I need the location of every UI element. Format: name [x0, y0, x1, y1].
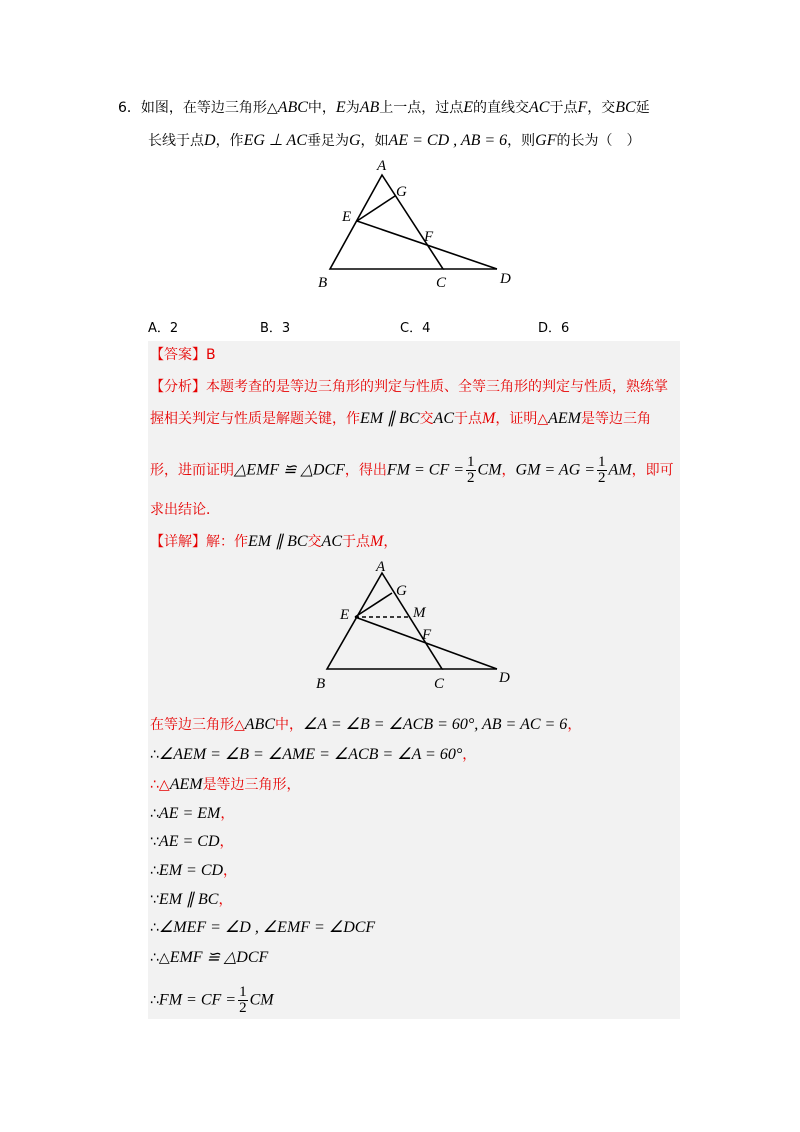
solution-step: ∴EM = CD， — [150, 862, 238, 879]
solution-step: ∴AE = EM， — [150, 805, 235, 822]
question-text-segment: ，则 — [507, 133, 536, 149]
solution-step: ∵EM ∥ BC， — [150, 891, 233, 908]
answer-tag: 【答案】 — [150, 347, 206, 363]
svg-text:G: G — [396, 583, 407, 599]
solution-step: ∴△EMF ≌ △DCF — [150, 949, 269, 966]
label-b: B — [318, 275, 328, 291]
fraction-half: $\frac{1}{2}$ — [467, 454, 475, 486]
question-text-segment: E — [463, 99, 474, 116]
solution-step: 在等边三角形△ABC中，∠A = ∠B = ∠ACB = 60°, AB = AC = 6， — [150, 716, 582, 733]
fraction-half-2: $\frac{1}{2}$ — [598, 454, 606, 486]
analysis-tag: 【分析】 — [150, 379, 206, 395]
question-text-segment: 长线于点 — [148, 133, 204, 149]
question-text-segment: ，作 — [215, 133, 244, 149]
label-a: A — [377, 158, 387, 174]
question-text-segment: BC — [615, 99, 636, 116]
label-e: E — [342, 209, 352, 225]
question-text-segment: AB — [359, 99, 380, 116]
svg-text:D: D — [499, 670, 510, 686]
question-text-segment: E — [335, 99, 346, 116]
solution-step: ∵AE = CD， — [150, 833, 234, 850]
analysis-line-1: 【分析】本题考查的是等边三角形的判定与性质、全等三角形的判定与性质，熟练掌 — [150, 379, 668, 395]
question-text-segment: G — [348, 132, 361, 149]
label-c: C — [436, 275, 447, 291]
question-text-segment: △ — [266, 100, 278, 116]
question-text-segment: 的直线交 — [473, 100, 530, 116]
svg-text:C: C — [434, 676, 445, 692]
question-text-segment: 垂足为 — [306, 133, 349, 149]
detail-intro: 【详解】解：作EM ∥ BC交AC于点M， — [150, 533, 398, 550]
label-d: D — [500, 271, 511, 287]
option-b: B．3 — [260, 321, 291, 336]
option-c: C．4 — [400, 321, 431, 336]
final-step: ∴FM = CF = $\frac{1}{2}$ CM — [150, 984, 274, 1016]
question-text-segment: ，交 — [587, 100, 616, 116]
triangle-figure-with-m — [300, 555, 530, 695]
solution-step: ∴∠MEF = ∠D , ∠EMF = ∠DCF — [150, 919, 376, 936]
question-text-segment: D — [204, 132, 216, 149]
option-d: D．6 — [538, 321, 570, 336]
detail-tag: 【详解】 — [150, 534, 206, 550]
svg-text:B: B — [316, 676, 326, 692]
question-text-segment: 延 — [635, 100, 650, 116]
question-text-segment: ，如 — [360, 133, 389, 149]
solution-step: ∴∠AEM = ∠B = ∠AME = ∠ACB = ∠A = 60°， — [150, 746, 477, 763]
svg-text:E: E — [340, 607, 350, 623]
question-number: 6． — [118, 100, 141, 116]
solution-step: ∴△AEM是等边三角形， — [150, 776, 301, 793]
question-text-segment: EG ⊥ AC — [243, 132, 307, 149]
question-text-segment: GF — [535, 132, 557, 149]
answer-value: B — [206, 347, 216, 363]
fraction-half-final: $\frac{1}{2}$ — [239, 984, 247, 1016]
answer-line — [150, 345, 216, 365]
question-text-segment: AE = CD , AB = 6 — [388, 132, 508, 149]
label-g: G — [396, 184, 407, 200]
question-line-2 — [148, 131, 641, 151]
svg-text:A: A — [376, 559, 386, 575]
question-text-segment: F — [577, 99, 588, 116]
analysis-line-4: 求出结论． — [150, 502, 220, 518]
analysis-line-3: 形，进而证明△EMF ≌ △DCF，得出FM = CF = $\frac{1}{2}$ CM，GM = AG = $\frac{1}{2}$ AM，即可 — [150, 454, 674, 486]
label-f: F — [424, 229, 434, 245]
question-text-segment: 为 — [345, 100, 360, 116]
question-text-segment: 如图，在等边三角形 — [140, 100, 267, 116]
analysis-line-2: 握相关判定与性质是解题关键，作EM ∥ BC交AC于点M，证明△AEM是等边三角 — [150, 410, 651, 427]
question-text-segment: 于点 — [549, 100, 578, 116]
triangle-figure — [300, 155, 530, 295]
question-line-1 — [118, 98, 650, 118]
question-text-segment: 上一点，过点 — [379, 100, 464, 116]
option-a: A．2 — [148, 321, 179, 336]
question-text-segment: 的长为（ ） — [556, 133, 641, 149]
question-text-segment: AC — [529, 99, 550, 116]
question-text-segment: 中， — [307, 100, 336, 116]
question-text-segment: ABC — [277, 99, 308, 116]
label-m: M — [413, 605, 426, 621]
svg-text:F: F — [422, 627, 432, 643]
